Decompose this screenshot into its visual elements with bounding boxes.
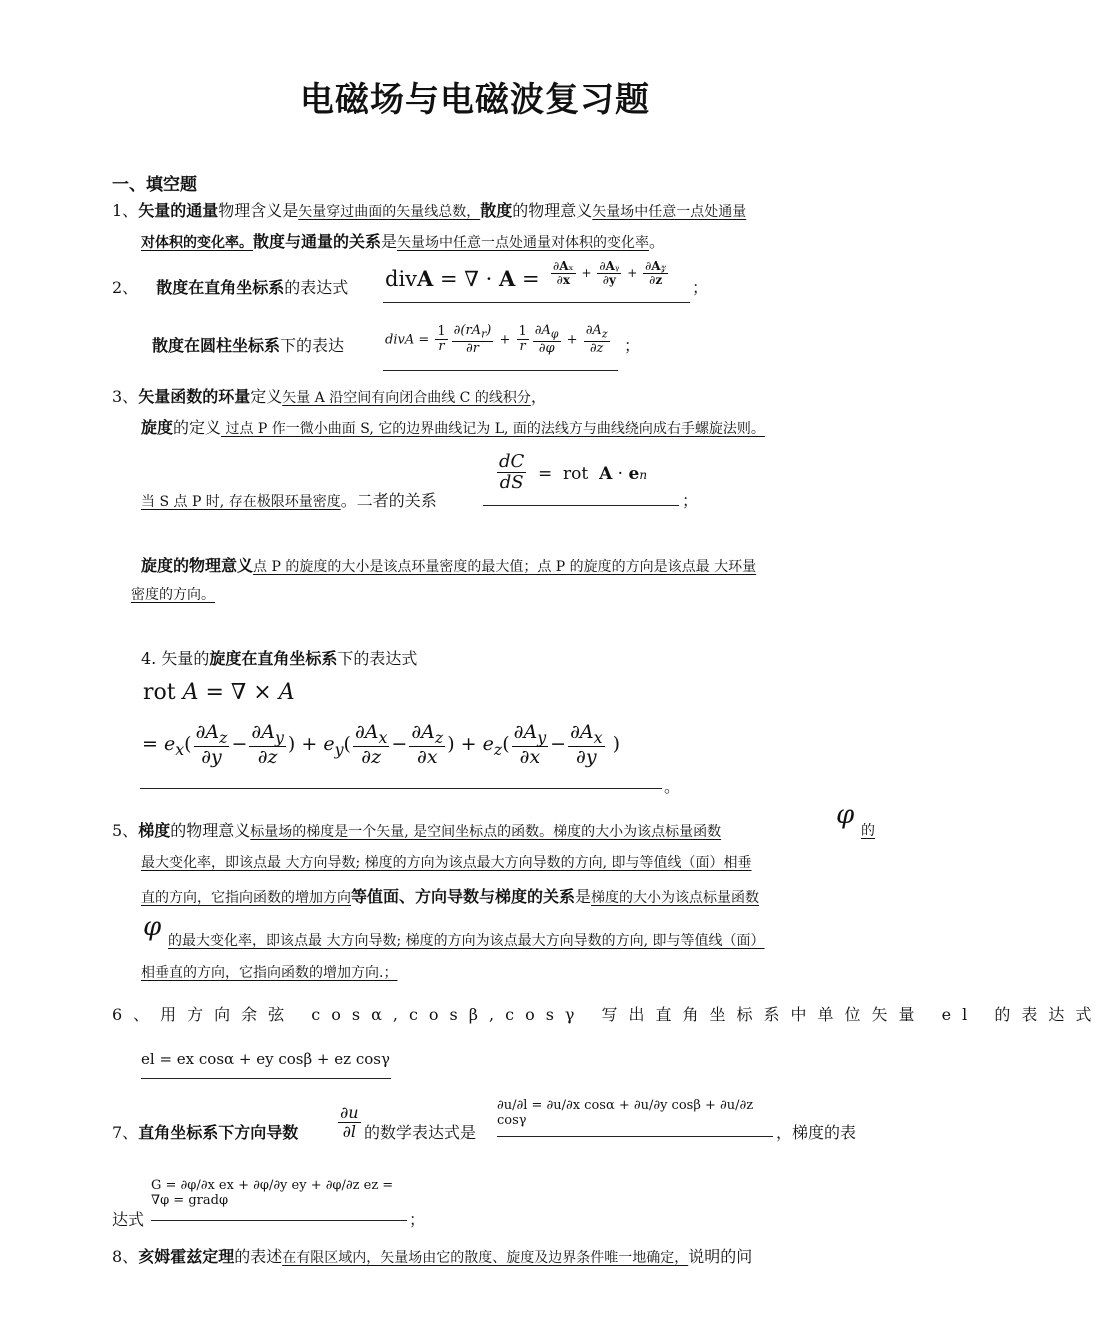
question-3-line-4 (141, 553, 756, 576)
question-5-line-4 (168, 930, 765, 950)
q2-formula-cartesian: divA = ∇ · A = $\frac{\text{∂Aₓ}}{\partial x}$ + $\frac{\text{∂Aᵧ}}{\partial y}$ + $\frac{\text{∂A𝓏}}{\partial z}$ (383, 258, 690, 303)
q7-formula-gradient: G = ∂φ/∂x ex + ∂φ/∂y ey + ∂φ/∂z ez = ∇φ = gradφ (151, 1178, 407, 1221)
q4-term-curl-cartesian: 旋度在直角坐标系 (209, 649, 338, 668)
q4-formula-line-1: rot A = ∇ × A (143, 680, 295, 705)
question-6-line-1: 6、用方向余弦 cosα,cosβ,cosγ 写出直角坐标系中单位矢量 el 的表达式 (112, 1005, 1102, 1024)
question-3-line-1 (112, 384, 547, 407)
q3-term-circulation: 矢量函数的环量 (138, 387, 251, 406)
q5-text-2: 是 (575, 887, 592, 906)
question-3-line-3 (141, 488, 437, 511)
q3-term-curl-meaning: 旋度的物理意义 (141, 556, 254, 575)
question-1-line-2 (141, 229, 665, 252)
q1-text-2: 的物理意义 (512, 201, 593, 220)
q3-answer-curl-meaning-cont: 密度的方向。 (131, 587, 215, 603)
question-4-line-1 (141, 646, 417, 669)
q7-text-2: ，梯度的表 (776, 1123, 857, 1142)
q4-number: 4. (141, 649, 162, 668)
q3-answer-circulation: 矢量 A 沿空间有向闭合曲线 C 的线积分 (282, 390, 531, 406)
q5-answer-relation-cont-2: 相垂直的方向，它指向函数的增加方向.； (141, 965, 398, 981)
q7-formula-directional: ∂u/∂l = ∂u/∂x cosα + ∂u/∂y cosβ + ∂u/∂z cosγ (497, 1098, 773, 1137)
q2-number: 2、 (112, 278, 139, 297)
q2-text: 的表达式 (284, 278, 349, 297)
q3-text-end: ， (530, 387, 547, 406)
q3-number: 3、 (112, 387, 139, 406)
q3-answer-curl: 过点 P 作一微小曲面 S, 它的边界曲线记为 L, 面的法线方与曲线绕向成右手螺旋法则。 (221, 421, 765, 437)
q6-formula: el = ex cosα + ey cosβ + ez cosγ (141, 1050, 391, 1079)
q2-term-cartesian: 散度在直角坐标系 (156, 278, 285, 297)
q8-term-helmholtz: 亥姆霍兹定理 (138, 1247, 235, 1266)
q4-formula-line-2: = $e_x$( $\frac{\partial A_z}{\partial y}$ − $\frac{\partial A_y}{\partial z}$ ) + $e_y$( $\frac{\partial A_x}{\partial z}$ − $\frac{\partial A_z}{\partial x}$ ) + $e_z$( $\frac{\partial A_y}{\partial x}$ − $\frac{\partial A_x}{\partial y}$ ) (140, 718, 662, 789)
q3-answer-curl-cont: 当 S 点 P 时, 存在极限环量密度 (141, 494, 341, 510)
q2-end-1: ； (692, 278, 709, 297)
q5-text: 的物理意义 (170, 821, 251, 840)
q1-answer-flux: 矢量穿过曲面的矢量线总数， (298, 204, 481, 220)
q1-term-flux: 矢量的通量 (138, 201, 219, 220)
q7-end: ； (409, 1210, 426, 1229)
q4-end: 。 (664, 777, 681, 796)
section-heading: 一、填空题 (112, 175, 197, 195)
q7-text-3: 达式 (112, 1210, 145, 1229)
q5-answer-gradient: 标量场的梯度是一个矢量, 是空间坐标点的函数。梯度的大小为该点标量函数 (250, 824, 722, 840)
question-2-line-2 (152, 333, 344, 356)
q1-answer-divergence-cont: 对体积的变化率。 (141, 235, 253, 251)
question-5-line-2 (141, 852, 752, 872)
q5-number: 5、 (112, 821, 139, 840)
q8-text-2: 说明的问 (688, 1247, 753, 1266)
q1-term-divergence: 散度 (480, 201, 513, 220)
q5-answer-gradient-cont-2: 直的方向，它指向函数的增加方向 (141, 890, 351, 906)
question-7-line-1 (112, 1120, 298, 1143)
question-2-line-1 (112, 275, 348, 298)
question-5-line-3 (141, 884, 759, 907)
q3-text: 定义 (250, 387, 283, 406)
question-5-line-5 (141, 962, 397, 982)
q5-answer-relation: 梯度的大小为该点标量函数 (591, 890, 760, 906)
q3-end-1: ； (682, 491, 699, 510)
q3-text-3: 。二者的关系 (340, 491, 437, 510)
question-8-line-1 (112, 1244, 752, 1267)
q4-text: 矢量的 (161, 649, 210, 668)
q3-text-2: 的定义 (173, 418, 222, 437)
q7-number: 7、 (112, 1123, 139, 1142)
q2-term-cylindrical: 散度在圆柱坐标系 (152, 336, 281, 355)
q5-answer-gradient-cont: 最大变化率，即该点最 大方向导数; 梯度的方向为该点最大方向导数的方向, 即与等值线（面）相垂 (141, 855, 752, 871)
question-3-line-2 (141, 415, 765, 438)
q2-text-2: 下的表达 (280, 336, 345, 355)
q2-formula-cylindrical: divA = $\frac{1}{r}$ $\frac{\partial(rA_r)}{\partial r}$ + $\frac{1}{r}$ $\frac{\partial A_\varphi}{\partial\varphi}$ + $\frac{\partial A_z}{\partial z}$ (383, 316, 618, 371)
q1-term-relation: 散度与通量的关系 (253, 232, 382, 251)
q1-answer-relation: 矢量场中任意一点处通量对体积的变化率 (397, 235, 650, 251)
q5-term-relation: 等值面、方向导数与梯度的关系 (351, 887, 576, 906)
q1-answer-divergence: 矢量场中任意一点处通量 (592, 204, 747, 220)
q4-text-2: 下的表达式 (337, 649, 418, 668)
q8-number: 8、 (112, 1247, 139, 1266)
q5-answer-gradient-end: 的 (861, 823, 875, 839)
question-5-line-1 (112, 818, 721, 841)
q7-text: 的数学表达式是 (364, 1123, 477, 1142)
q3-answer-curl-meaning: 点 P 的旋度的大小是该点环量密度的最大值；点 P 的旋度的方向是该点最 大环量 (253, 559, 757, 575)
q5-phi-symbol: φ (836, 800, 855, 830)
q7-du-dl: $\frac{\partial u}{\partial l}$ (340, 1103, 359, 1141)
page-title: 电磁场与电磁波复习题 (300, 80, 650, 120)
q8-text: 的表述 (234, 1247, 283, 1266)
q3-term-curl: 旋度 (141, 418, 174, 437)
q5-phi-symbol-2: φ (143, 912, 162, 942)
q1-number: 1、 (112, 201, 139, 220)
q2-end-2: ； (624, 336, 641, 355)
q1-text-3: 是 (381, 232, 398, 251)
question-3-line-5 (131, 584, 215, 604)
q8-answer-helmholtz: 在有限区域内，矢量场由它的散度、旋度及边界条件唯一地确定， (282, 1250, 689, 1266)
q1-end: 。 (649, 232, 666, 251)
q7-term-directional-derivative: 直角坐标系下方向导数 (138, 1123, 299, 1142)
question-1-line-1 (112, 198, 746, 221)
q5-term-gradient: 梯度 (138, 821, 171, 840)
q3-formula-relation: $\frac{dC}{dS}$ = rot A · en (483, 450, 679, 506)
q1-text: 物理含义是 (218, 201, 299, 220)
q5-answer-relation-cont: 的最大变化率，即该点最 大方向导数; 梯度的方向为该点最大方向导数的方向, 即与等值线（面） (168, 933, 765, 949)
